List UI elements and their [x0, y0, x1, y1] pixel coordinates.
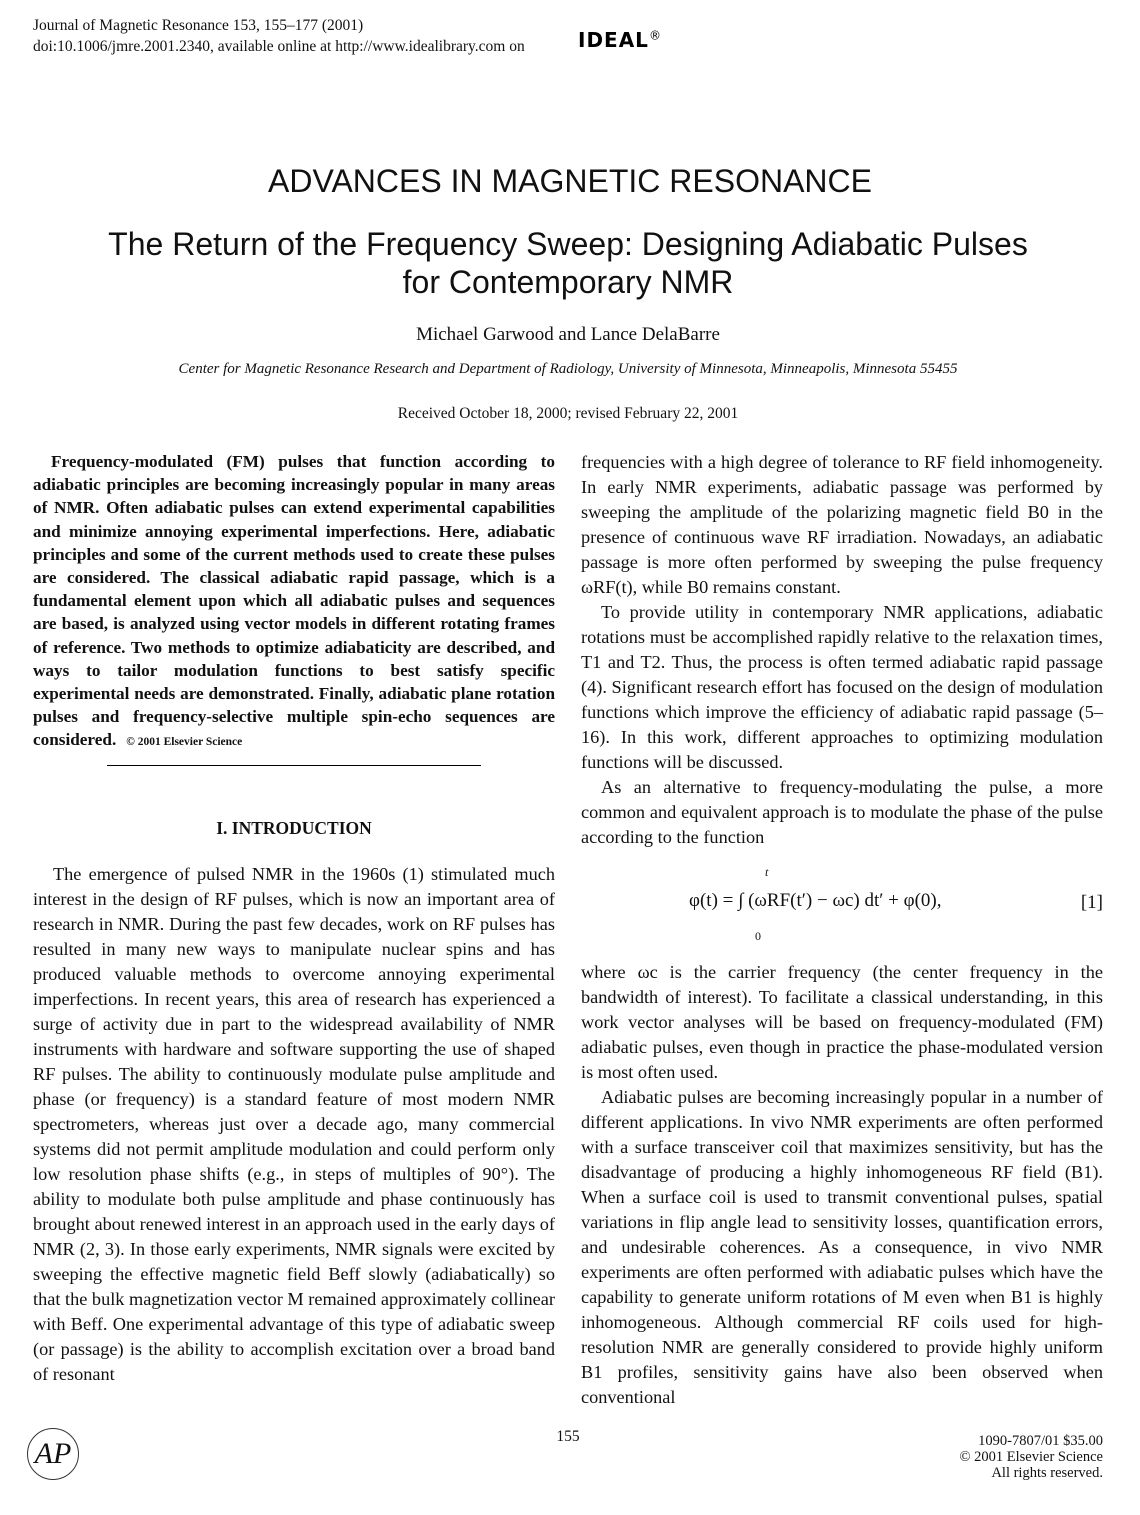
abstract-text: Frequency-modulated (FM) pulses that function according to adiabatic principles are becoming increasingly popular in many areas of NMR. Often adiabatic pulses can extend experimental capabilities and minimize annoying experimental imperfections. Here, adiabatic principles and some of the current methods used to create these pulses are considered. The classical adiabatic rapid passage, which is a fundamental element upon which all adiabatic pulses and sequences are based, is analyzed using vector models in different rotating frames of reference. Two methods to optimize adiabaticity are described, and ways to tailor modulation functions to best satisfy specific experimental needs are demonstrated. Finally, adiabatic plane rotation pulses and frequency-selective multiple spin-echo sequences are considered.: [33, 452, 555, 750]
abstract-divider: [107, 765, 481, 766]
intro-left-column: [33, 862, 555, 1387]
journal-line: Journal of Magnetic Resonance 153, 155–177 (2001): [33, 17, 364, 34]
publisher-logo: AP: [27, 1428, 79, 1480]
article-title: The Return of the Frequency Sweep: Designing Adiabatic Pulses for Contemporary NMR: [108, 226, 1028, 300]
affiliation: Center for Magnetic Resonance Research and Department of Radiology, University of Minnesota, Minneapolis, Minnesota 55455: [178, 361, 958, 377]
doi-line: doi:10.1006/jmre.2001.2340, available online at http://www.idealibrary.com on: [33, 38, 525, 55]
page-number: 155: [556, 1428, 580, 1445]
received-dates: Received October 18, 2000; revised February 22, 2001: [397, 405, 739, 422]
section-heading: I. INTRODUCTION: [216, 818, 372, 838]
equation-1: [581, 862, 1103, 952]
copyright-line: © 2001 Elsevier Science: [959, 1449, 1103, 1465]
equation-number: [1]: [1080, 892, 1103, 913]
paragraph: The emergence of pulsed NMR in the 1960s (1) stimulated much interest in the design of RF pulses, which is now an important area of research in NMR. During the past few decades, work on RF pulses has resulted in many new ways to manipulate nuclear spins and has produced valuable methods to overcome annoying experimental imperfections. In recent years, this area of research has experienced a surge of activity due in part to the widespread availability of NMR instruments with hardware and software supporting the use of shaped RF pulses. The ability to continuously modulate pulse amplitude and phase (or frequency) is a standard feature of most modern NMR spectrometers, whereas just over a decade ago, many commercial systems did not permit amplitude modulation and could perform only low resolution phase shifts (e.g., in steps of multiples of 90°). The ability to modulate both pulse amplitude and phase continuously has brought about renewed interest in an approach used in the early days of NMR (2, 3). In those early experiments, NMR signals were excited by sweeping the effective magnetic field Beff slowly (adiabatically) so that the bulk magnetization vector M remained approximately collinear with Beff. One experimental advantage of this type of adiabatic sweep (or passage) is the ability to accomplish excitation over a broad band of resonant: [33, 864, 555, 1384]
right-column-bottom: [581, 960, 1103, 1410]
paragraph: To provide utility in contemporary NMR applications, adiabatic rotations must be accomplished rapidly relative to the relaxation times, T1 and T2. Thus, the process is often termed adiabatic rapid passage (4). Significant research effort has focused on the design of modulation functions which improve the efficiency of adiabatic rapid passage (5–16). In this work, different approaches to optimizing modulation functions will be discussed.: [581, 602, 1103, 772]
paragraph: As an alternative to frequency-modulating the pulse, a more common and equivalent approach is to modulate the phase of the pulse according to the function: [581, 777, 1103, 847]
paragraph: where ωc is the carrier frequency (the center frequency in the bandwidth of interest). To facilitate a classical understanding, in this work vector analyses will be based on frequency-modulated (FM) adiabatic pulses, even though in practice the phase-modulated version is most often used.: [581, 962, 1103, 1082]
copyright-footer: [960, 1433, 1104, 1481]
paragraph: Adiabatic pulses are becoming increasingly popular in a number of different applications. In vivo NMR experiments are often performed with a surface transceiver coil that maximizes sensitivity, but has the disadvantage of producing a highly inhomogeneous RF field (B1). When a surface coil is used to transmit conventional pulses, spatial variations in flip angle lead to sensitivity losses, quantification errors, and undesirable coherences. As a consequence, in vivo NMR experiments are often performed with adiabatic pulses which have the capability to generate uniform rotations of M even when B1 is highly inhomogeneous. Although commercial RF coils used for high-resolution NMR are generally considered to provide highly uniform B1 profiles, sensitivity gains have also been observed when conventional: [581, 1087, 1103, 1407]
rights-line: All rights reserved.: [991, 1465, 1103, 1481]
paragraph: frequencies with a high degree of tolerance to RF field inhomogeneity. In early NMR experiments, adiabatic passage was performed by sweeping the amplitude of the polarizing magnetic field B0 in the presence of continuous wave RF irradiation. Nowadays, an adiabatic passage is more often performed by sweeping the pulse frequency ωRF(t), while B0 remains constant.: [581, 452, 1103, 597]
authors: Michael Garwood and Lance DelaBarre: [416, 324, 720, 345]
abstract-copyright: © 2001 Elsevier Science: [126, 736, 243, 749]
series-title: ADVANCES IN MAGNETIC RESONANCE: [268, 163, 872, 199]
right-column-top: [581, 450, 1103, 850]
integral-upper-limit: t: [765, 865, 769, 879]
journal-header: [33, 15, 525, 57]
price-line: 1090-7807/01 $35.00: [978, 1433, 1103, 1449]
ideal-logo[interactable]: IDEAL®: [578, 28, 662, 52]
abstract: [33, 450, 555, 755]
equation-body: φ(t) = ∫ (ωRF(t′) − ωc) dt′ + φ(0),: [689, 890, 942, 911]
integral-lower-limit: 0: [755, 929, 761, 943]
